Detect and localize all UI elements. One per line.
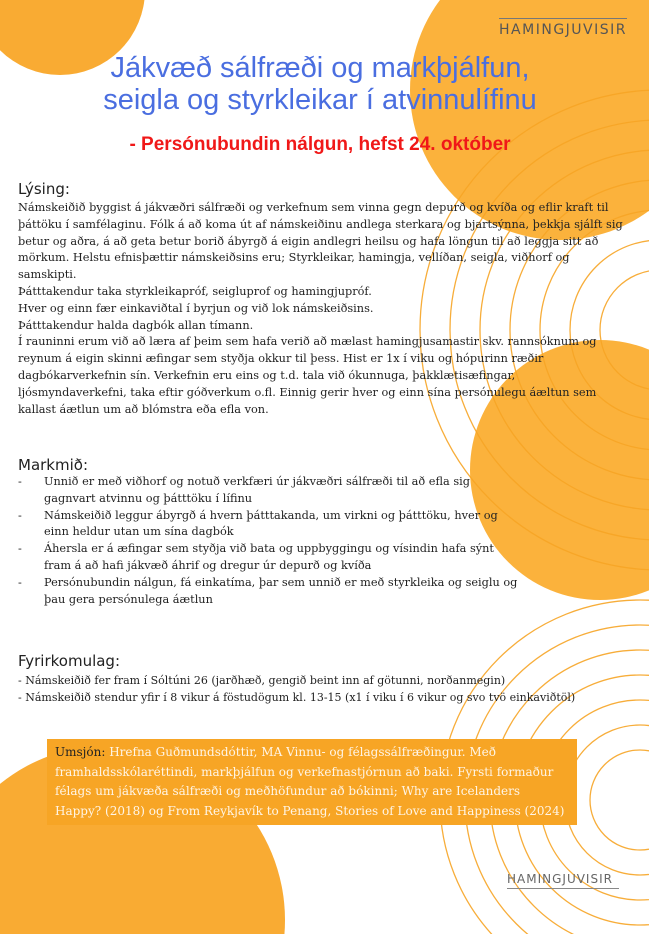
lysing-paragraph: Námskeiðið byggist á jákvæðri sálfræði og verkefnum sem vinna gegn depurð og kvíða og eflir kraft til þáttöku í samfélaginu. Fólk á að koma út af námskeiðinu andlega sterkara og bjartsýnna, þekkja sjálft sig betur og aðra, á að geta betur borið ábyrgð á eigin andlegri heilsu og hafa löngun til að leggja sitt að mörkum. Helstu efnisþættir námskeiðsins eru; Styrkleikar, hamingja, vellíðan, seigla, viðhorf og samskipti. (18, 201, 623, 282)
umsjon-box (47, 739, 577, 825)
logo-text: HAMINGJUVISIR (499, 22, 627, 38)
markmid-heading: Markmið: (18, 456, 88, 474)
list-item: - Námskeiðið fer fram í Sóltúni 26 (jarðhæð, gengið beint inn af götunni, norðanmegin) (18, 674, 506, 687)
fyrirkomulag-heading: Fyrirkomulag: (18, 652, 121, 670)
logo-line (507, 888, 619, 889)
list-item: - Persónubundin nálgun, fá einkatíma, þar sem unnið er með styrkleika og seiglu og þau gera persónulega áætlun (18, 575, 518, 606)
list-item: - Námskeiðið stendur yfir í 8 vikur á föstudögum kl. 13-15 (x1 í viku í 6 vikur og svo tvö einkaviðtöl) (18, 690, 576, 704)
logo-top (499, 18, 627, 38)
list-item: - Námskeiðið leggur ábyrgð á hvern þátttakanda, um virkni og þátttöku, hver og einn heldur utan um sína dagbók (18, 508, 498, 539)
list-item: - Unnið er með viðhorf og notuð verkfæri úr jákvæðri sálfræði til að efla sig gagnvart atvinnu og þátttöku í lífinu (18, 475, 470, 505)
umsjon-label: Umsjón: (55, 745, 106, 759)
page-title (20, 52, 620, 116)
lysing-paragraph: Í rauninni erum við að læra af þeim sem hafa verið að mælast hamingjusamastir skv. rannsóknum og reynum á eigin skinni æfingar sem styðja okkur til þess. Hist er 1x í viku og hópurinn ræðir dagbókarverkefnin sín. Verkefnin eru eins og t.d. tala við ókunnuga, þakklætisæfingar, ljósmyndaverkefni, taka eftir góðverkum o.fl. Einnig gerir hver og einn sína persónulegu áæltun sem kallast áætlun um að blómstra eða efla von. (18, 335, 597, 416)
page-subtitle: - Persónubundin nálgun, hefst 24. október (129, 134, 511, 155)
logo-text: HAMINGJUVISIR (507, 872, 613, 886)
list-item: - Áhersla er á æfingar sem styðja við bata og uppbyggingu og vísindin hafa sýnt fram á að hafi jákvæð áhrif og dregur úr depurð og kvíða (18, 542, 494, 572)
lysing-body (18, 200, 623, 418)
fyrirkomulag-list (18, 673, 638, 707)
lysing-paragraph: Þátttakendur taka styrkleikapróf, seigluprof og hamingjupróf. (18, 284, 372, 298)
lysing-paragraph: Þátttakendur halda dagbók allan tímann. (18, 318, 254, 332)
logo-line (499, 18, 627, 19)
markmid-list (18, 474, 523, 608)
lysing-heading: Lýsing: (18, 180, 70, 198)
title-line-1: Jákvæð sálfræði og markþjálfun, (110, 52, 530, 84)
logo-bottom (507, 872, 619, 889)
lysing-paragraph: Hver og einn fær einkaviðtal í byrjun og við lok námskeiðsins. (18, 301, 374, 315)
title-line-2: seigla og styrkleikar í atvinnulífinu (103, 84, 537, 116)
umsjon-text: Hrefna Guðmundsdóttir, MA Vinnu- og félagssálfræðingur. Með framhaldsskólaréttindi, markþjálfun og verkefnastjórnun að baki. Fyrsti formaður félags um jákvæða sálfræði og meðhöfundur að bókinni; Why are Icelanders Happy? (2018) og From Reykjavík to Penang, Stories of Love and Happiness (2024) (55, 745, 565, 818)
